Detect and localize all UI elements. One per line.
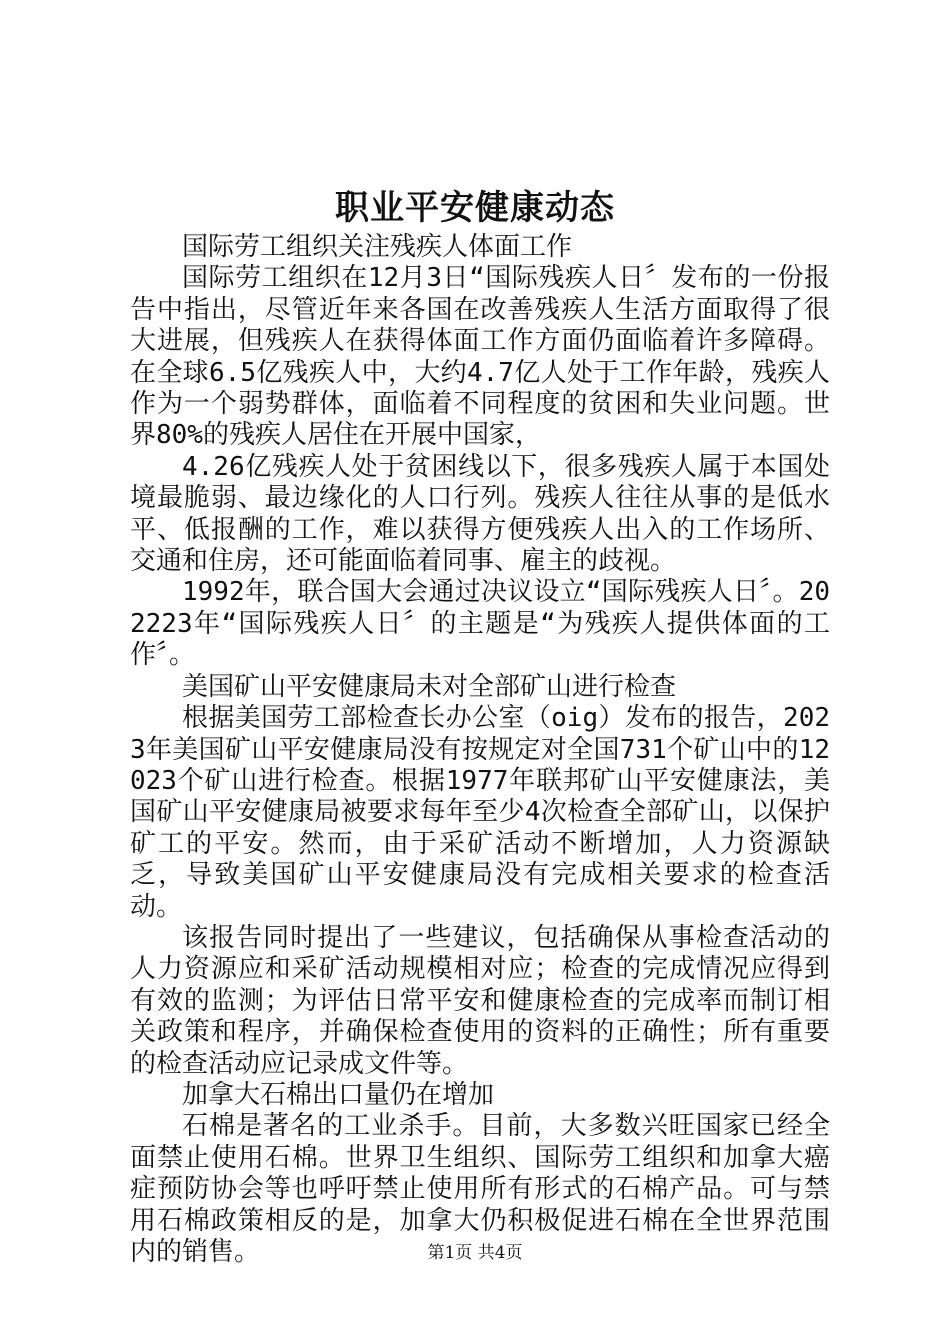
paragraph: 石棉是著名的工业杀手。目前，大多数兴旺国家已经全面禁止使用石棉。世界卫生组织、国际劳工组织和加拿大癌症预防协会等也呼吁禁止使用所有形式的石棉产品。可与禁用石棉政策相反的是，加拿大仍积极促进石棉在全世界范围内的销售。 bbox=[130, 1111, 830, 1267]
paragraph: 4.26亿残疾人处于贫困线以下，很多残疾人属于本国处境最脆弱、最边缘化的人口行列。残疾人往往从事的是低水平、低报酬的工作，难以获得方便残疾人出入的工作场所、交通和住房，还可能面临着同事、雇主的歧视。 bbox=[130, 451, 830, 577]
paragraph: 国际劳工组织在12月3日“国际残疾人日〞发布的一份报告中指出，尽管近年来各国在改善残疾人生活方面取得了很大进展，但残疾人在获得体面工作方面仍面临着许多障碍。在全球6.5亿残疾人中，大约4.7亿人处于工作年龄，残疾人作为一个弱势群体，面临着不同程度的贫困和失业问题。世界80%的残疾人居住在开展中国家， bbox=[130, 263, 830, 451]
document-body bbox=[130, 232, 830, 1268]
section-heading-asbestos: 加拿大石棉出口量仍在增加 bbox=[182, 1079, 495, 1110]
paragraph: 根据美国劳工部检查长办公室（oig）发布的报告，2023年美国矿山平安健康局没有按规定对全国731个矿山中的12023个矿山进行检查。根据1977年联邦矿山平安健康法，美国矿山平安健康局被要求每年至少4次检查全部矿山，以保护矿工的平安。然而，由于采矿活动不断增加，人力资源缺乏，导致美国矿山平安健康局没有完成相关要求的检查活动。 bbox=[130, 703, 830, 922]
paragraph: 该报告同时提出了一些建议，包括确保从事检查活动的人力资源应和采矿活动规模相对应；检查的完成情况应得到有效的监测；为评估日常平安和健康检查的完成率而制订相关政策和程序，并确保检查使用的资料的正确性；所有重要的检查活动应记录成文件等。 bbox=[130, 922, 830, 1079]
page-number: 第1页 共4页 bbox=[427, 1243, 523, 1263]
paragraph: 1992年，联合国大会通过决议设立“国际残疾人日〞。202223年“国际残疾人日〞的主题是“为残疾人提供体面的工作〞。 bbox=[130, 577, 830, 671]
section-heading-ilo: 国际劳工组织关注残疾人体面工作 bbox=[182, 232, 573, 262]
section-heading-msha: 美国矿山平安健康局未对全部矿山进行检查 bbox=[182, 671, 677, 702]
document-title: 职业平安健康动态 bbox=[335, 188, 615, 228]
